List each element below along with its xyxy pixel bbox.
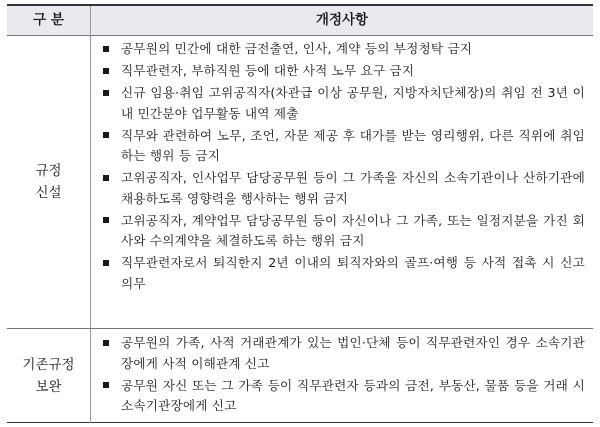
square-bullet-icon	[103, 90, 109, 96]
section-label-line2: 보완	[35, 379, 62, 395]
square-bullet-icon	[103, 260, 109, 266]
item-list	[91, 35, 593, 296]
list-item	[101, 333, 585, 374]
table-header	[7, 6, 593, 36]
item-text: 공무원 자신 또는 그 가족 등이 직무관련자 등과의 금전, 부동산, 물품 등을 거래 시 소속기관장에게 신고	[121, 377, 585, 413]
list-item	[101, 126, 585, 167]
section-label	[7, 35, 91, 328]
square-bullet-icon	[103, 175, 109, 181]
section-label-line2: 신설	[35, 184, 62, 201]
section-new-rules	[7, 35, 593, 329]
item-text: 고위공직자, 인사업무 담당공무원 등이 그 가족을 자신의 소속기관이나 산하기관에 채용하도록 영향력을 행사하는 행위 금지	[121, 170, 585, 206]
item-text: 공무원의 가족, 사적 거래관계가 있는 법인·단체 등이 직무관련자인 경우 소속기관장에게 사적 이해관계 신고	[121, 335, 585, 371]
section-label	[7, 329, 91, 423]
square-bullet-icon	[103, 382, 109, 388]
list-item	[101, 168, 585, 209]
section-label-line1: 규정	[35, 162, 62, 179]
square-bullet-icon	[103, 340, 109, 346]
list-item	[101, 211, 585, 252]
item-text: 직무관련자, 부하직원 등에 대한 사적 노무 요구 금지	[121, 63, 415, 78]
header-category: 구 분	[7, 6, 91, 35]
regulation-table	[7, 4, 593, 423]
list-item	[101, 376, 585, 417]
list-item	[101, 61, 585, 82]
square-bullet-icon	[103, 68, 109, 74]
item-list	[91, 329, 593, 418]
list-item	[101, 83, 585, 124]
list-item	[101, 39, 585, 60]
square-bullet-icon	[103, 46, 109, 52]
item-text: 직무와 관련하여 노무, 조언, 자문 제공 후 대가를 받는 영리행위, 다른 직위에 취임하는 행위 등 금지	[121, 127, 585, 163]
section-label-line1: 기존규정	[22, 357, 75, 373]
item-text: 직무관련자로서 퇴직한지 2년 이내의 퇴직자와의 골프·여행 등 사적 접촉 시 신고 의무	[121, 255, 585, 291]
square-bullet-icon	[103, 132, 109, 138]
item-text: 고위공직자, 계약업무 담당공무원 등이 자신이나 그 가족, 또는 일정지분을 가진 회사와 수의계약을 체결하도록 하는 행위 금지	[121, 212, 585, 248]
section-supplemented-rules	[7, 329, 593, 423]
item-text: 신규 임용·취임 고위공직자(차관급 이상 공무원, 지방자치단체장)의 취임 전 3년 이내 민간분야 업무활동 내역 제출	[121, 85, 585, 121]
square-bullet-icon	[103, 217, 109, 223]
list-item	[101, 253, 585, 294]
header-revision: 개정사항	[315, 12, 369, 28]
item-text: 공무원의 민간에 대한 금전출연, 인사, 계약 등의 부정청탁 금지	[121, 41, 473, 56]
